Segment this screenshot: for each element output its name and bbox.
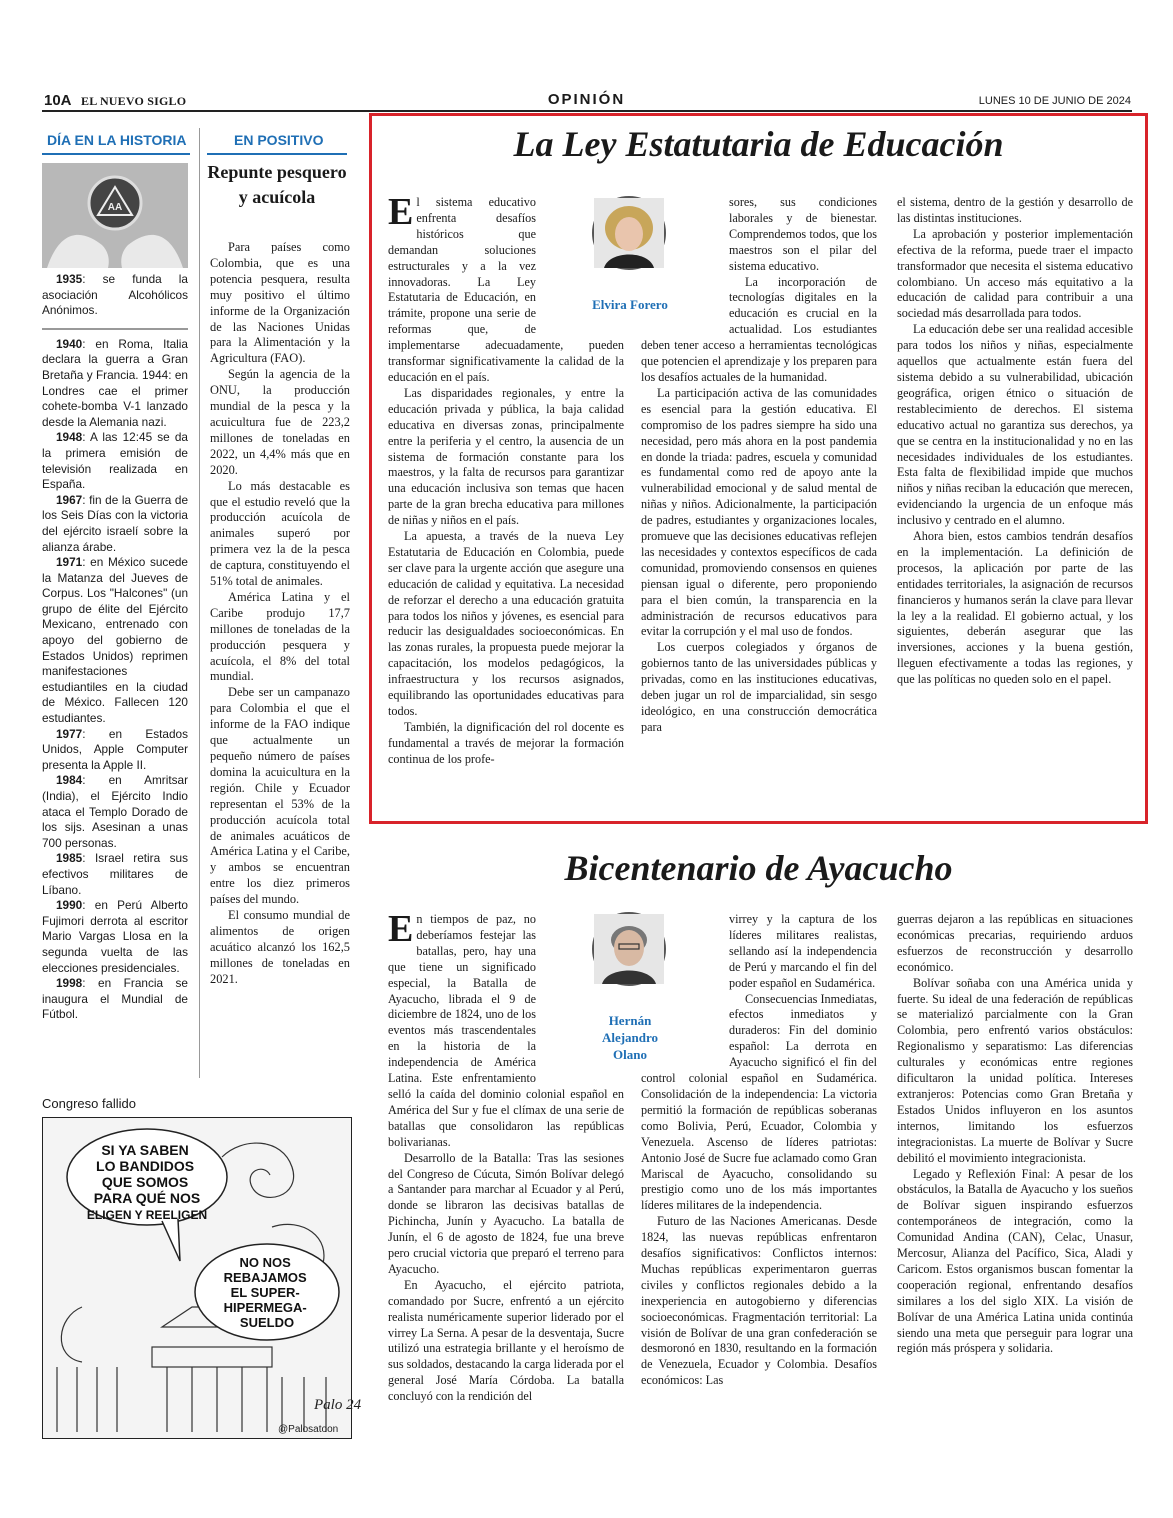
cartoon-caption: Congreso fallido	[42, 1096, 136, 1111]
drop-cap: E	[388, 908, 414, 950]
paragraph: América Latina y el Caribe produjo 17,7 millones de toneladas de la producción pesquera y acuícola, el 8% del total mundial.	[210, 589, 350, 684]
paragraph: Futuro de las Naciones Americanas. Desde 1824, las nuevas repúblicas enfrentaron desafíos significativos: Conflictos internos: Muchas repúblicas experimentaron guerras civiles y conflictos regionales debido a la inexperiencia en autogobierno y diferencias socioeconómicas. Fragmentación territorial: La visión de Bolívar de una gran confederación se desmoronó en 1830, resultando en la formación de Venezuela, Ecuador y Colombia. Desafíos económicos: Las	[641, 1214, 877, 1388]
history-entry: 1977: en Estados Unidos, Apple Computer presenta la Apple II.	[42, 726, 188, 772]
paragraph: Ahora bien, estos cambios tendrán desafíos en la implementación. La definición de procesos, la aplicación por parte de las entidades territoriales, la asignación de recursos financieros y humanos serán la clave para llevar la ley a la realidad. El gobierno actual, y los siguientes, deberán asegurar que las inversiones, acciones y la buena gestión, lleguen efectivamente a todas las regiones, y que las políticas no queden solo en el papel.	[897, 529, 1133, 687]
history-entry: 1984: en Amritsar (India), el Ejército Indio ataca el Templo Dorado de los sijs. Asesinan a unas 700 personas.	[42, 773, 188, 850]
drop-cap: E	[388, 191, 414, 233]
history-photo	[42, 163, 188, 268]
svg-text:AA: AA	[107, 202, 123, 213]
history-entry: 1967: fin de la Guerra de los Seis Días con la victoria del ejército israelí sobre la alianza árabe.	[42, 492, 188, 554]
history-heading: DÍA EN LA HISTORIA	[47, 132, 187, 148]
hands-logo-icon	[42, 163, 188, 268]
svg-text:SI YA SABEN LO BANDIDOS: SI YA SABEN LO BANDIDOS QUE SOMOS PARA QUÉ NOS	[93, 1142, 201, 1206]
positivo-title: Repunte pesquero y acuícola	[207, 162, 347, 207]
paragraph: Consecuencias Inmediatas, efectos inmediatos y duraderos: Fin del dominio español: La derrota en Ayacucho significó el fin del control colonial español en Sudamérica. Consolidación de la independencia: La victoria permitió la formación de repúblicas soberanas como Bolivia, Perú, Ecuador, Colombia y Venezuela. Ascenso de líderes patriotas: Antonio José de Sucre fue aclamado como Gran Mariscal de Ayacucho, consolidando su prestigio como uno de los más importantes líderes militares de la independencia.	[641, 991, 877, 1213]
positivo-rule	[207, 153, 347, 155]
svg-text:ELIGEN Y REELIGEN: ELIGEN Y REELIGEN	[86, 1208, 208, 1222]
paragraph: guerras dejaron a las repúblicas en situaciones económicas precarias, requiriendo arduos esfuerzos de reconstrucción y desarrollo económico.	[897, 912, 1133, 974]
column-inset-spacer	[641, 195, 729, 335]
newspaper-name: EL NUEVO SIGLO	[81, 94, 187, 108]
paragraph: Legado y Reflexión Final: A pesar de los obstáculos, la Batalla de Ayacucho y los sueños de Bolívar siguen inspirando esfuerzos contemporáneos de integración, como la Comunidad Andina (CAN), Celac, Unasur, Mercosur, Alianza del Pacífico, Sica, Aladi y Caricom. Estos organismos buscan fomentar la cooperación regional, enfrentando desafíos similares a los del siglo XIX. La visión de Bolívar de una América Latina unida continúa siendo una meta que perseguir para lograr una región más próspera y solidaria.	[897, 1166, 1133, 1356]
paragraph: Bolívar soñaba con una América unida y fuerte. Su ideal de una federación de repúblicas se materializó parcialmente con la Gran Colombia, pero enfrentó varios obstáculos: Regionalismo y separatismo: Las diferencias culturales y económicas entre regiones dificultaron la unidad política. Intereses extranjeros: Potencias como Gran Bretaña y Estados Unidos influyeron en los asuntos internos, limitando los esfuerzos integracionistas. La muerte de Bolívar y Sucre debilitó el movimiento integracionista.	[897, 975, 1133, 1165]
article-title: La Ley Estatutaria de Educación	[513, 124, 1004, 164]
history-entry: 1948: A las 12:45 se da la primera emisión de televisión realizada en España.	[42, 430, 188, 492]
positivo-heading: EN POSITIVO	[234, 132, 324, 148]
paragraph: La participación activa de las comunidades es esencial para la gestión educativa. El compromiso de los padres siempre ha sido una necesidad, pero más ahora en la post pandemia en donde la triada: padres, escuela y comunidad es fundamental como red de apoyo ante la vulnerabilidad emocional y de salud mental de niñas y niños. Adicionalmente, la participación de padres, estudiantes y organizaciones locales, promueve que las decisiones educativas reflejen las necesidades y contextos específicos de cada comunidad, promoviendo consensos en quienes piensan igual o diferente, pero proponiendo para el bien común, la transparencia en la administración de recursos educativos para evitar la corrupción y el mal uso de fondos.	[641, 385, 877, 639]
cartoon-drawing	[42, 1117, 362, 1439]
header-rule	[42, 110, 1132, 112]
paragraph: Los cuerpos colegiados y órganos de gobiernos tanto de las universidades públicas y privadas, como en las instituciones educativas, deben jugar un rol de imparcialidad, sin sesgo ideológico, en una construcción democrática para	[641, 640, 877, 734]
history-rule	[42, 153, 190, 155]
issue-date: LUNES 10 DE JUNIO DE 2024	[978, 95, 1131, 107]
author-name: Elvira Forero	[592, 297, 668, 312]
positivo-body	[210, 240, 350, 988]
svg-text:NO NOS REBAJAMOS E: NO NOS REBAJAMOS EL SUPER- HIPERMEGA- SUELDO	[223, 1255, 307, 1330]
paragraph: Según la agencia de la ONU, la producción mundial de la pesca y la acuicultura fue de 223,2 millones de toneladas en 2022, un 4,4% más que en 2020.	[210, 367, 350, 477]
paragraph: Debe ser un campanazo para Colombia el que el informe de la FAO indique que actualmente un pequeño número de países domina la acuicultura en la región. Chile y Ecuador representan el 53% de la producción acuícola total de animales acuáticos de América Latina y el Caribe, y ambos se encuentran entre los diez primeros países del mundo.	[210, 685, 350, 907]
page-number: 10A	[44, 92, 72, 109]
paragraph: Para países como Colombia, que es una potencia pesquera, resulta muy positivo el último informe de la Organización de las Naciones Unidas para la Alimentación y la Agricultura (FAO).	[210, 240, 350, 366]
paragraph: En Ayacucho, el ejército patriota, comandado por Sucre, enfrentó a un ejército realista numéricamente superior liderado por el virrey La Serna. A pesar de la desventaja, Sucre utilizó una estrategia brillante y el heroísmo de sus soldados, destacando la carga liderada por el general José María Córdoba. La batalla concluyó con la rendición del	[388, 1277, 624, 1404]
paragraph: La incorporación de tecnologías digitales en la educación es crucial en la actualidad. Los estudiantes deben tener acceso a herramientas tecnológicas que potencien el aprendizaje y los preparen para los desafíos actuales de la humanidad.	[641, 274, 877, 384]
svg-text:Palo 24: Palo 24	[314, 1397, 362, 1413]
article-column	[641, 195, 877, 736]
article-column	[641, 912, 877, 1389]
paragraph: El consumo mundial de alimentos de origen acuático alcanzó los 162,5 millones de toneladas en 2021.	[210, 908, 350, 986]
author-name: Hernán Alejandro Olano	[601, 1013, 659, 1062]
history-list	[42, 272, 188, 1023]
svg-text:@Palosatoon: @Palosatoon	[278, 1424, 339, 1435]
paragraph: Las disparidades regionales, y entre la educación privada y pública, la baja calidad educativa en diversas zonas, principalmente entre la periferia y el centro, la ausencia de un sistema de formación constante para los maestros, y la falta de recursos para garantizar una educación inclusiva son temas que hacen parte de la gran brecha educativa para millones de niñas y niños en el país.	[388, 385, 624, 528]
article-column	[897, 912, 1133, 1357]
history-entry: 1940: en Roma, Italia declara la guerra a Gran Bretaña y Francia. 1944: en Londres cae el primer cohete-bomba V-1 lanzado desde la Alemania nazi.	[42, 336, 188, 429]
article-column	[897, 195, 1133, 688]
history-entry: 1935: se funda la asociación Alcohólicos Anónimos.	[42, 272, 188, 318]
paragraph: En tiempos de paz, no deberíamos festejar las batallas, pero, hay una que tiene un significado especial, la Batalla de Ayacucho, librada el 9 de diciembre de 1824, uno de los eventos más trascendentales en la historia de la independencia de América Latina. Este enfrentamiento selló la caída del dominio colonial español en América del Sur y fue el clímax de una serie de batallas que consolidaron las repúblicas bolivarianas.	[388, 908, 624, 1149]
history-entry: 1998: en Francia se inaugura el Mundial de Fútbol.	[42, 976, 188, 1022]
column-divider	[199, 128, 200, 1078]
paragraph: La aprobación y posterior implementación efectiva de la reforma, puede traer el impacto transformador que necesita el sistema educativo colombiano. Un acceso más equitativo a la educación de calidad para contribuir a una sociedad más desarrollada para todos.	[897, 226, 1133, 321]
article-column	[388, 191, 624, 768]
paragraph: El sistema educativo enfrenta desafíos históricos que demandan soluciones estructurales y a la vez innovadoras. La Ley Estatutaria de Educación, en trámite, propone una serie de reformas que, de implementarse adecuadamente, pueden transformar significativamente la calidad de la educación en el país.	[388, 191, 624, 384]
paragraph: La apuesta, a través de la nueva Ley Estatutaria de Educación en Colombia, puede ser clave para la urgente acción que asegure una educación de calidad y equitativa. La necesidad de reforzar el derecho a una educación gratuita para todos los niños y jóvenes, es esencial para reducir las desigualdades socioeconómicas. En las zonas rurales, la propuesta puede mejorar la capacitación, los modelos pedagógicos, la infraestructura y los recursos asignados, equilibrando las oportunidades educativas para todos.	[388, 529, 624, 718]
article-column	[388, 908, 624, 1405]
paragraph: sores, sus condiciones laborales y de bienestar. Comprendemos todos, que los maestros son el pilar del sistema educativo.	[729, 195, 877, 273]
history-entry: 1985: Israel retira sus efectivos militares de Líbano.	[42, 851, 188, 897]
history-divider	[42, 328, 188, 330]
column-inset-spacer	[641, 912, 729, 1062]
history-entry: 1990: en Perú Alberto Fujimori derrota al escritor Mario Vargas Llosa en la segunda vuelta de las elecciones presidenciales.	[42, 898, 188, 975]
article-title: Bicentenario de Ayacucho	[564, 848, 953, 888]
paragraph: La educación debe ser una realidad accesible para todos los niños y niñas, especialmente aquellos que actualmente están fuera del sistema debido a su vulnerabilidad, ubicación geográfica, origen étnico o situación de restablecimiento de derechos. El sistema educativo actual no garantiza sus derechos, ya que se centra en la institucionalidad y no en las necesidades individuales de los estudiantes. Esta falta de flexibilidad impide que muchos niños y niñas reciban la educación que merecen, evidenciando la urgencia de un enfoque más inclusivo y centrado en el alumno.	[897, 322, 1133, 528]
paragraph: Desarrollo de la Batalla: Tras las sesiones del Congreso de Cúcuta, Simón Bolívar delegó a Santander para marchar al Ecuador y al Perú, donde se libraron las decisivas batallas de Pichincha, Junín y Ayacucho. La batalla de Junín, el 6 de agosto de 1824, fue una breve pero crucial victoria que preparó el terreno para Ayacucho.	[388, 1150, 624, 1276]
cartoon-image	[42, 1117, 362, 1439]
paragraph: virrey y la captura de los líderes militares realistas, sellando así la independencia de Perú y marcando el fin del poder español en Sudamérica.	[729, 912, 877, 990]
section-title: OPINIÓN	[547, 91, 626, 108]
paragraph: el sistema, dentro de la gestión y desarrollo de las distintas instituciones.	[897, 195, 1133, 225]
history-entry: 1971: en México sucede la Matanza del Jueves de Corpus. Los "Halcones" (un grupo de élite del Ejército Mexicano, entrenado con apoyo del gobierno de Estados Unidos) reprimen manifestaciones estudiantiles en la ciudad de México. Fallecen 120 estudiantes.	[42, 555, 188, 726]
paragraph: También, la dignificación del rol docente es fundamental a través de mejorar la formación continua de los profe-	[388, 719, 624, 766]
paragraph: Lo más destacable es que el estudio reveló que la producción acuícola de animales superó por primera vez la de la pesca de captura, constituyendo el 51% total de animales.	[210, 478, 350, 589]
